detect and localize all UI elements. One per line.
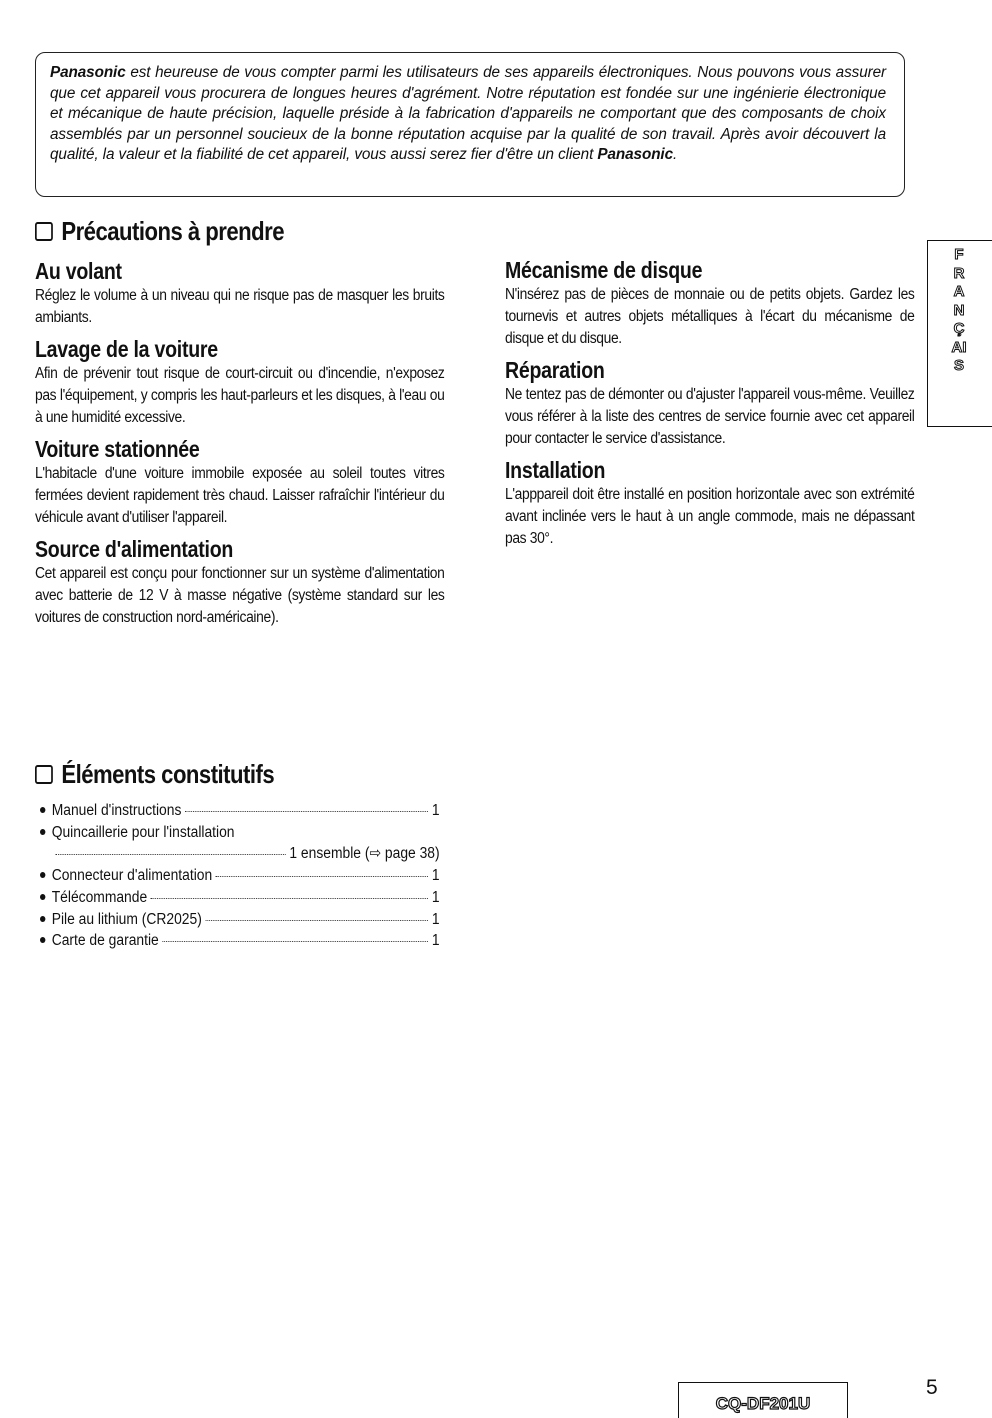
list-item	[40, 800, 440, 822]
checkbox-square-icon	[35, 765, 53, 784]
item-quantity: 1	[431, 932, 440, 950]
subsection-heading: Voiture stationnée	[35, 436, 200, 462]
bullet-icon	[40, 916, 45, 922]
subsection-text: Ne tentez pas de démonter ou d'ajuster l'appareil vous-même. Veuillez vous référer à la liste des centres de service fournie avec cet appareil pour contacter le service d'assistance.	[505, 386, 915, 447]
title-text: Précautions à prendre	[61, 216, 284, 246]
section-title-elements	[35, 759, 274, 790]
item-name: Pile au lithium (CR2025)	[51, 910, 202, 928]
dot-leader	[185, 810, 428, 812]
intro-end: .	[673, 146, 678, 164]
item-name: Connecteur d'alimentation	[51, 867, 213, 885]
bullet-icon	[40, 872, 45, 878]
list-item	[40, 909, 440, 931]
list-item	[40, 843, 440, 865]
subsection-heading: Mécanisme de disque	[505, 257, 703, 283]
subsection-text: N'insérez pas de pièces de monnaie ou de petits objets. Gardez les tournevis et autres objets métalliques à l'écart du mécanisme de disque et du disque.	[505, 286, 915, 347]
section-title-precautions	[35, 216, 284, 247]
bullet-icon	[40, 937, 45, 943]
item-quantity: 1	[431, 802, 440, 819]
brand-name: Panasonic	[597, 146, 673, 164]
title-text: Éléments constitutifs	[61, 759, 275, 789]
components-list	[40, 800, 440, 952]
subsection-text: Afin de prévenir tout risque de court-circuit ou d'incendie, n'exposez pas l'équipement, y compris les haut-parleurs et les disques, à l'eau ou à une humidité excessive.	[35, 365, 445, 426]
list-item	[40, 865, 440, 887]
right-column	[505, 256, 915, 556]
subsection-text: L'habitacle d'une voiture immobile exposée au soleil toutes vitres fermées devient rapidement très chaud. Laisser rafraîchir l'intérieur du véhicule avant d'utiliser l'appareil.	[35, 465, 445, 526]
page-number: 5	[926, 1376, 938, 1399]
dot-leader	[216, 875, 428, 877]
model-box	[678, 1382, 848, 1418]
subsection-text: Cet appareil est conçu pour fonctionner sur un système d'alimentation avec batterie de 12 V à masse négative (système standard sur les voitures de construction nord-américaine).	[35, 565, 445, 626]
subsection-text: L'apppareil doit être installé en position horizontale avec son extrémité avant inclinée vers le haut à un angle commode, mais ne dépassant pas 30°.	[505, 486, 915, 547]
bullet-icon	[40, 807, 45, 813]
item-name: Carte de garantie	[51, 932, 159, 950]
item-quantity: 1 ensemble (⇨ page 38)	[289, 845, 440, 863]
item-quantity: 1	[431, 910, 440, 928]
model-number: CQ-DF201U	[715, 1394, 811, 1413]
dot-leader	[55, 853, 285, 855]
list-item	[40, 887, 440, 909]
dot-leader	[151, 897, 429, 899]
item-name: Quincaillerie pour l'installation	[51, 823, 235, 841]
item-name: Manuel d'instructions	[51, 802, 182, 819]
intro-text: est heureuse de vous compter parmi les utilisateurs de ses appareils électroniques. Nous pouvons vous assurer que cet appareil vous procurera de longues heures d'agrément. Notre réputation est fondée sur une ingénierie électronique et mécanique de haute précision, laquelle préside à la fabrication d'appareils ne comportant que des composants de choix assemblés par un personnel soucieux de la bonne réputation acquise par la qualité de son travail. Après avoir découvert la qualité, la valeur et la fiabilité de cet appareil, vous aussi serez fier d'être un client	[50, 64, 886, 164]
checkbox-square-icon	[35, 222, 53, 241]
dot-leader	[205, 919, 428, 921]
subsection-heading: Lavage de la voiture	[35, 336, 218, 362]
left-column	[35, 257, 445, 635]
intro-box	[35, 52, 905, 197]
subsection-heading: Source d'alimentation	[35, 536, 234, 562]
item-quantity: 1	[431, 888, 440, 906]
bullet-icon	[40, 894, 45, 900]
item-quantity: 1	[431, 867, 440, 885]
brand-name: Panasonic	[50, 64, 126, 81]
subsection-heading: Installation	[505, 457, 606, 483]
subsection-text: Réglez le volume à un niveau qui ne risque pas de masquer les bruits ambiants.	[35, 287, 445, 326]
list-item	[40, 930, 440, 952]
item-name: Télécommande	[51, 888, 148, 906]
language-tab-label: FRANÇAIS	[951, 246, 967, 374]
dot-leader	[162, 940, 428, 942]
language-tab	[927, 240, 992, 427]
subsection-heading: Au volant	[35, 258, 122, 284]
subsection-heading: Réparation	[505, 357, 605, 383]
bullet-icon	[40, 829, 45, 835]
list-item	[40, 822, 440, 844]
